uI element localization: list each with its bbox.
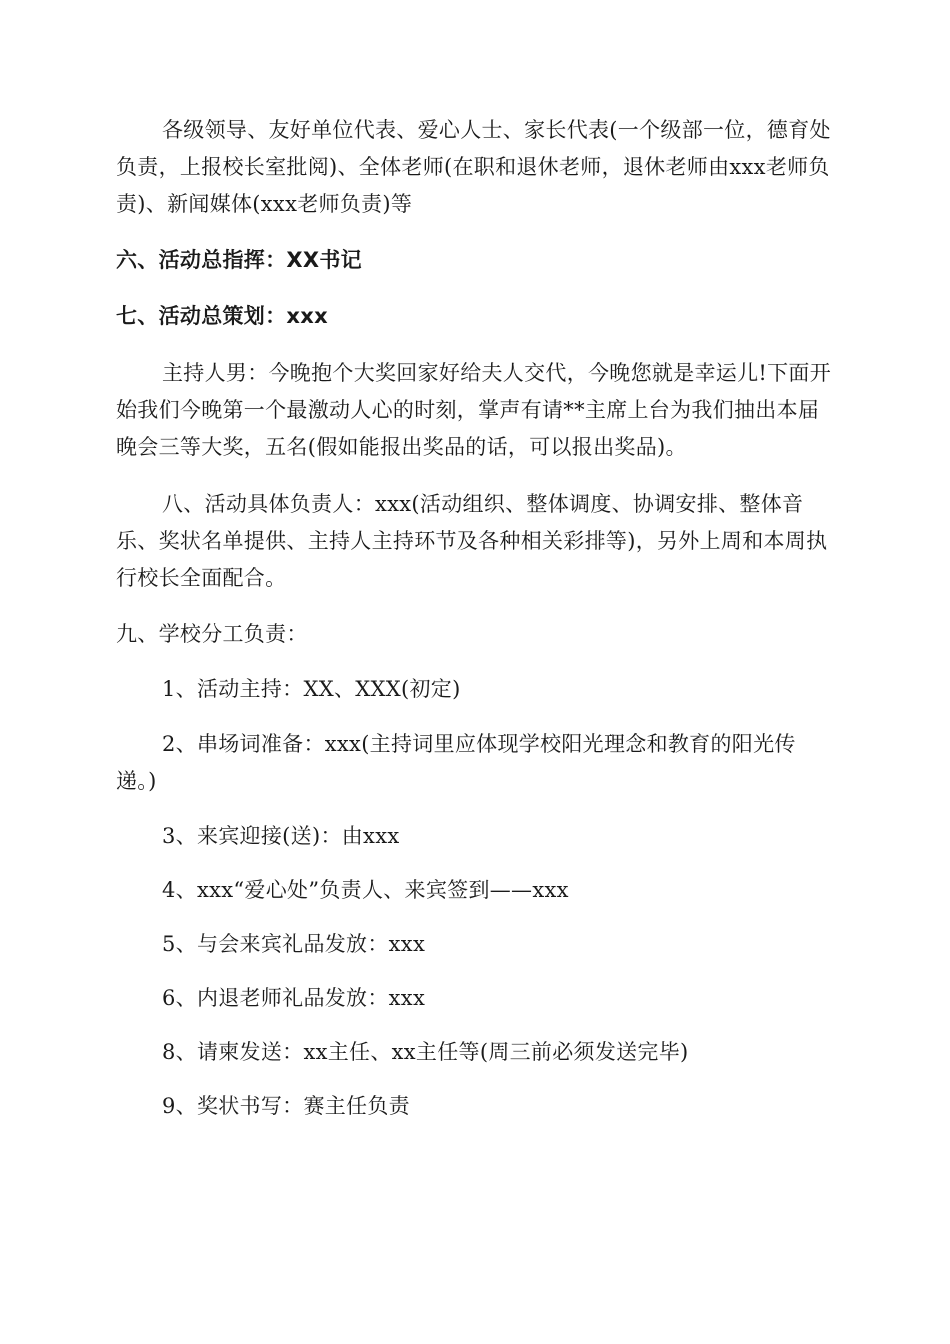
attendees-paragraph: 各级领导、友好单位代表、爱心人士、家长代表(一个级部一位，德育处负责，上报校长室批阅)、全体老师(在职和退休老师，退休老师由xxx老师负责)、新闻媒体(xxx老师负责)等	[116, 118, 831, 216]
section-eight-paragraph: 八、活动具体负责人：xxx(活动组织、整体调度、协调安排、整体音乐、奖状名单提供、主持人主持环节及各种相关彩排等)，另外上周和本周执行校长全面配合。	[116, 492, 828, 590]
list-item: 3、来宾迎接(送)：由xxx	[162, 824, 400, 848]
list-item: 9、奖状书写：赛主任负责	[162, 1094, 410, 1118]
list-item: 6、内退老师礼品发放：xxx	[162, 986, 426, 1010]
list-item: 2、串场词准备：xxx(主持词里应体现学校阳光理念和教育的阳光传递。)	[116, 732, 796, 793]
list-item: 1、活动主持：XX、XXX(初定)	[162, 677, 461, 701]
list-item: 4、xxx“爱心处”负责人、来宾签到——xxx	[162, 878, 569, 902]
section-nine-heading: 九、学校分工负责：	[116, 622, 308, 646]
list-item: 5、与会来宾礼品发放：xxx	[162, 932, 426, 956]
heading-planner: 七、活动总策划：xxx	[116, 304, 328, 328]
host-male-paragraph: 主持人男：今晚抱个大奖回家好给夫人交代，今晚您就是幸运儿!下面开始我们今晚第一个最激动人心的时刻，掌声有请**主席上台为我们抽出本届晚会三等大奖，五名(假如能报出奖品的话，可以报出奖品)。	[116, 361, 832, 459]
list-item: 8、请柬发送：xx主任、xx主任等(周三前必须发送完毕)	[162, 1040, 689, 1064]
heading-commander: 六、活动总指挥：XX书记	[116, 248, 362, 272]
